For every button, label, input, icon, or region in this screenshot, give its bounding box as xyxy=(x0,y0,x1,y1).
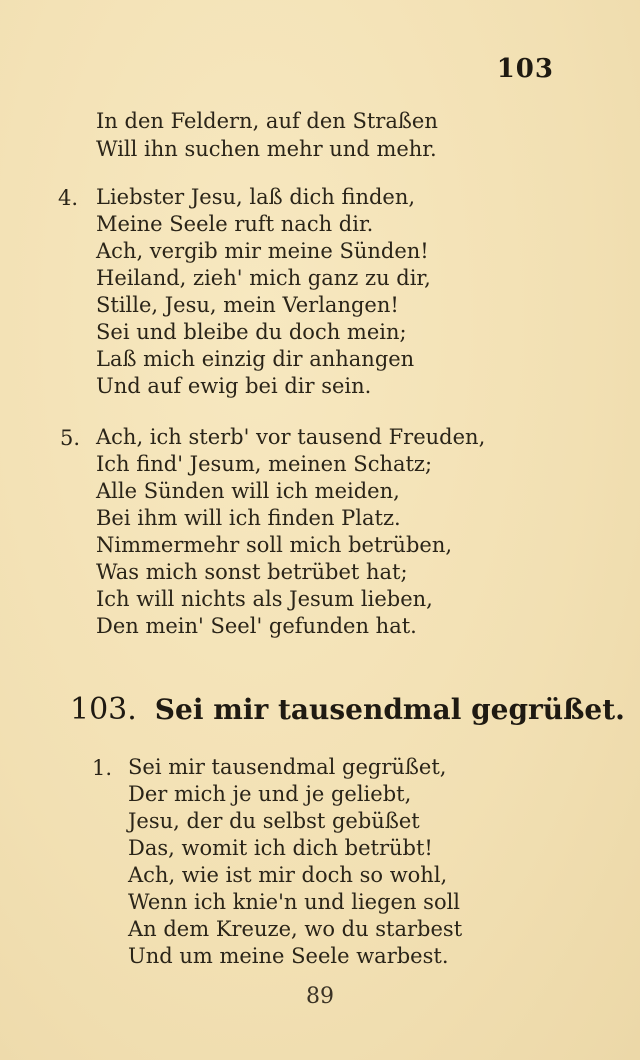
verse-line: Der mich je und je geliebt, xyxy=(128,782,412,806)
verse-line: An dem Kreuze, wo du starbest xyxy=(128,917,463,941)
stanza-number: 1. xyxy=(92,756,113,780)
verse-line: Liebster Jesu, laß dich finden, xyxy=(96,185,416,209)
page-number: 89 xyxy=(306,984,334,1009)
verse-line: Den mein' Seel' gefunden hat. xyxy=(96,614,417,638)
verse-line: Nimmermehr soll mich betrüben, xyxy=(96,533,453,557)
verse-line: Ach, vergib mir meine Sünden! xyxy=(96,239,429,263)
stanza-number: 4. xyxy=(58,186,79,210)
hymn-number: 103. xyxy=(70,692,137,727)
verse-line: Wenn ich knie'n und liegen soll xyxy=(128,890,461,914)
verse-line: Stille, Jesu, mein Verlangen! xyxy=(96,293,399,317)
verse-line: Bei ihm will ich finden Platz. xyxy=(96,506,401,530)
verse-line: Und um meine Seele warbest. xyxy=(128,944,449,968)
verse-line: Ach, ich sterb' vor tausend Freuden, xyxy=(96,425,486,449)
verse-line: Was mich sonst betrübet hat; xyxy=(96,560,408,584)
hymn-title: Sei mir tausendmal gegrüßet. xyxy=(154,693,625,726)
stanza-number: 5. xyxy=(60,426,81,450)
verse-line: In den Feldern, auf den Straßen xyxy=(96,109,438,133)
verse-line: Sei mir tausendmal gegrüßet, xyxy=(128,755,447,779)
verse-line: Will ihn suchen mehr und mehr. xyxy=(96,137,437,161)
verse-line: Heiland, zieh' mich ganz zu dir, xyxy=(96,266,431,290)
verse-line: Laß mich einzig dir anhangen xyxy=(96,347,415,371)
verse-line: Ich will nichts als Jesum lieben, xyxy=(96,587,433,611)
verse-line: Ich find' Jesum, meinen Schatz; xyxy=(96,452,433,476)
running-head: 103 xyxy=(496,54,554,84)
hymn-heading xyxy=(70,692,625,727)
verse-line: Sei und bleibe du doch mein; xyxy=(96,320,407,344)
verse-line: Das, womit ich dich betrübt! xyxy=(128,836,433,860)
verse-line: Meine Seele ruft nach dir. xyxy=(96,212,374,236)
verse-line: Ach, wie ist mir doch so wohl, xyxy=(128,863,448,887)
verse-line: Jesu, der du selbst gebüßet xyxy=(128,809,420,833)
verse-line: Und auf ewig bei dir sein. xyxy=(96,374,372,398)
verse-line: Alle Sünden will ich meiden, xyxy=(96,479,400,503)
